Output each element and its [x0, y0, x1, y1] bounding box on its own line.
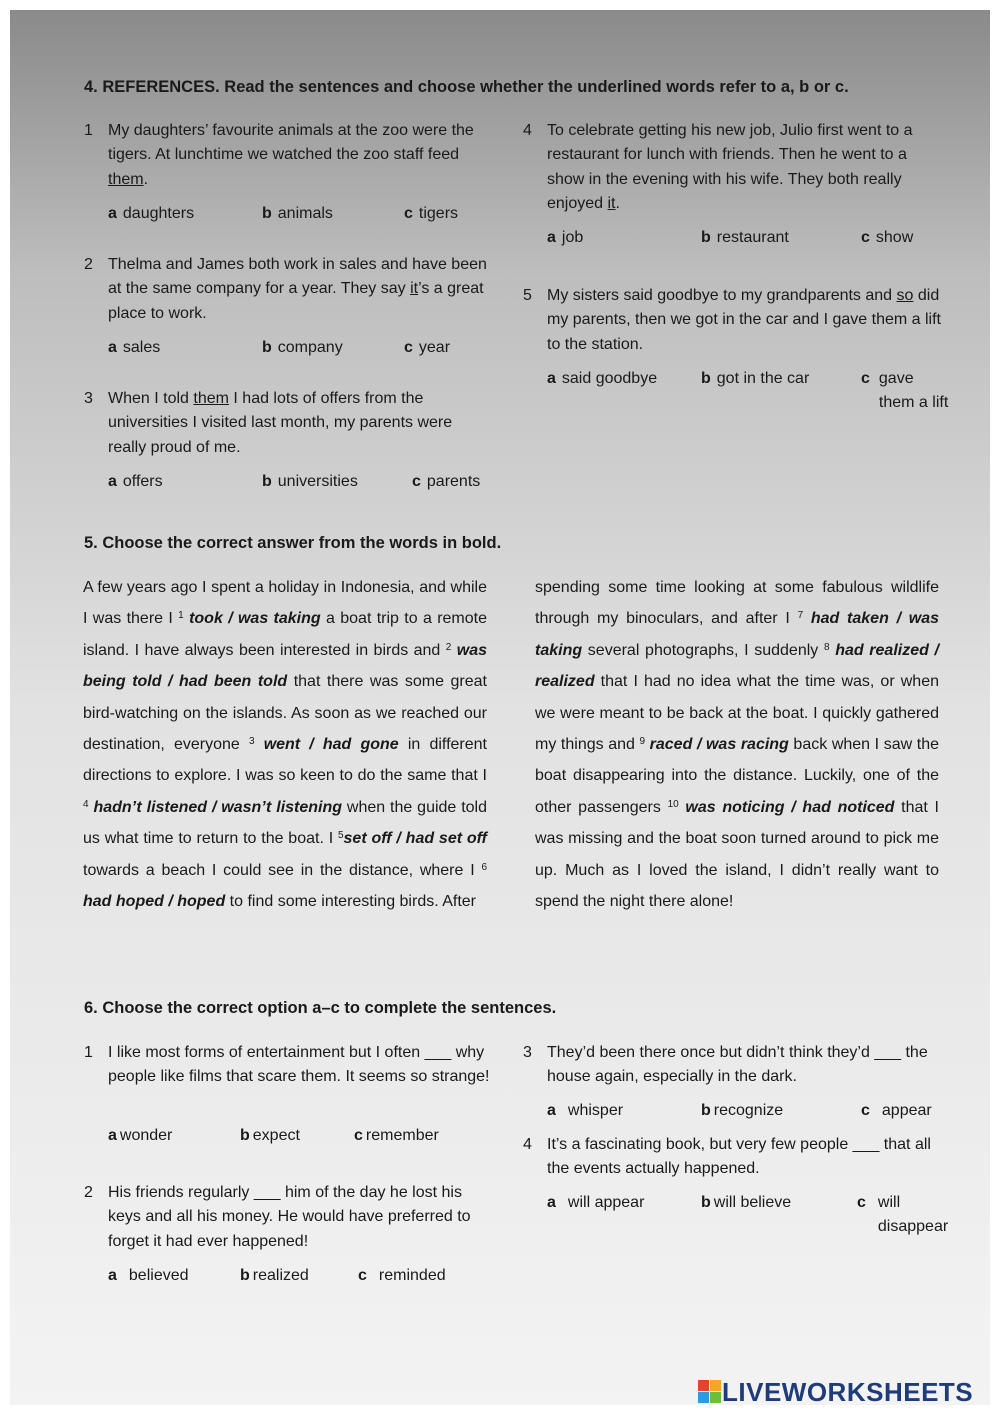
option-c[interactable]: c year: [404, 339, 451, 356]
option-b[interactable]: b restaurant: [701, 229, 789, 246]
question-number: 5: [523, 287, 532, 304]
question-number: 1: [84, 1044, 93, 1061]
option-a[interactable]: a sales: [108, 339, 161, 356]
ref-question-4: [523, 119, 943, 216]
option-c[interactable]: c appear: [861, 1102, 932, 1119]
underlined-reference: them: [108, 170, 144, 188]
gap-option-7[interactable]: had taken / was taking: [535, 610, 940, 659]
ref-question-1: [84, 119, 494, 192]
option-b[interactable]: b will believe: [701, 1194, 792, 1211]
gap-option-6[interactable]: had hoped / hoped: [83, 893, 226, 911]
option-a[interactable]: a daughters: [108, 205, 195, 222]
gap-number: 6: [481, 861, 487, 873]
logo-text: LIVEWORKSHEETS: [722, 1376, 974, 1407]
question-number: 2: [84, 256, 93, 273]
option-b[interactable]: b expect: [240, 1127, 300, 1144]
ref-question-2: [84, 253, 494, 326]
option-a[interactable]: a said goodbye: [547, 370, 658, 387]
gap-number: 4: [83, 798, 89, 810]
gap-number: 3: [248, 736, 255, 748]
option-c[interactable]: c show: [861, 229, 914, 246]
question-text: They’d been there once but didn’t think they’d ___ the house again, especially in the dark.: [547, 1044, 928, 1086]
question-text: When I told: [108, 390, 194, 407]
gap-option-10[interactable]: was noticing / had noticed: [685, 798, 895, 816]
option-b[interactable]: b realized: [240, 1267, 309, 1284]
gap-option-5[interactable]: set off / had set off: [343, 830, 487, 848]
question-text-end: I had lots of offers from the universities I visited last month, my parents were really proud of me.: [108, 390, 453, 456]
option-a[interactable]: a job: [547, 229, 584, 246]
question-number: 2: [84, 1184, 93, 1201]
question-text: His friends regularly ___ him of the day he lost his keys and all his money. He would have preferred to forget it had ever happened!: [108, 1184, 471, 1250]
option-b[interactable]: b got in the car: [701, 370, 810, 387]
option-b[interactable]: b animals: [262, 205, 333, 222]
question-number: 1: [84, 122, 93, 139]
question-number: 4: [523, 122, 532, 139]
question-text-end: .: [143, 170, 149, 188]
question-text: My daughters’ favourite animals at the zoo were the tigers. At lunchtime we watched the zoo staff feed: [108, 122, 474, 164]
question-number: 3: [523, 1044, 532, 1061]
question-text: I like most forms of entertainment but I often ___ why people like films that scare them. It seems so strange!: [108, 1044, 490, 1086]
option-c[interactable]: c parents: [412, 473, 481, 490]
choice-question-3: [523, 1041, 943, 1090]
gap-fill-paragraph-right: spending some time looking at some fabulous wildlife through my binoculars, and after I $^7$ had taken / was taking several photographs, I suddenly $^8$ had realized / realized that I had no idea what the time was, or when we were meant to be back at the boat. I quickly gathered my things and $^9$ raced / was racing back when I saw the boat disappearing into the distance. Luckily, one of the other passengers $^{10}$ was noticing / had noticed that I was missing and the boat soon turned around to pick me up. Much as I loved the island, I didn’t really want to spend the night there alone!: [535, 579, 940, 911]
choice-question-1: [84, 1041, 498, 1090]
option-b[interactable]: b company: [262, 339, 343, 356]
live-badge-icon: [698, 1380, 722, 1404]
gap-number: 1: [178, 610, 184, 622]
ref-question-5: [523, 284, 943, 357]
question-text: Thelma and James both work in sales and have been at the same company for a year. They say: [108, 256, 487, 298]
option-c[interactable]: c reminded: [358, 1267, 446, 1284]
underlined-reference: them: [193, 390, 229, 407]
question-text-end: .: [615, 194, 620, 212]
option-c[interactable]: c tigers: [404, 205, 459, 222]
gap-option-2[interactable]: was being told / had been told: [83, 641, 487, 691]
question-number: 3: [84, 390, 93, 407]
option-b[interactable]: b universities: [262, 473, 358, 490]
gap-number: 9: [639, 736, 646, 748]
underlined-reference: it: [607, 194, 616, 212]
liveworksheets-logo[interactable]: [698, 1378, 973, 1406]
ref-question-3: [84, 387, 494, 460]
gap-number: 2: [445, 641, 452, 653]
underlined-reference: it: [410, 280, 419, 298]
option-c[interactable]: c remember: [354, 1127, 439, 1144]
option-c[interactable]: c will disappear: [857, 1194, 949, 1235]
gap-option-3[interactable]: went / had gone: [263, 736, 399, 754]
option-a[interactable]: a believed: [108, 1267, 189, 1284]
question-text: To celebrate getting his new job, Julio first went to a restaurant for lunch with friends. Then he went to a show in the evening with his wife. They both really enjoyed: [547, 122, 913, 212]
option-c[interactable]: c gave them a lift: [861, 370, 949, 411]
gap-option-4[interactable]: hadn’t listened / wasn’t listening: [93, 798, 343, 816]
gap-number: 7: [797, 610, 804, 622]
option-a[interactable]: a whisper: [547, 1102, 624, 1119]
gap-number: 5: [337, 830, 344, 842]
choice-question-2: [84, 1181, 498, 1254]
choice-question-4: [523, 1133, 943, 1182]
gap-option-1[interactable]: took / was taking: [189, 610, 321, 628]
section-6-heading: 6. Choose the correct option a–c to complete the sentences.: [84, 999, 557, 1017]
option-a[interactable]: a offers: [108, 473, 163, 490]
option-a[interactable]: a wonder: [108, 1127, 173, 1144]
question-text: My sisters said goodbye to my grandparents and: [547, 287, 897, 304]
option-b[interactable]: b recognize: [701, 1102, 784, 1119]
question-text-end: did my parents, then we got in the car and I gave them a lift to the station.: [547, 287, 941, 353]
question-text-end: ’s a great place to work.: [108, 280, 484, 322]
option-a[interactable]: a will appear: [547, 1194, 645, 1211]
gap-number: 10: [667, 798, 679, 810]
worksheet-page: [10, 10, 990, 1405]
question-number: 4: [523, 1136, 532, 1153]
section-4-heading: 4. REFERENCES. Read the sentences and choose whether the underlined words refer to a, b or c.: [84, 78, 849, 96]
section-5-heading: 5. Choose the correct answer from the words in bold.: [84, 534, 502, 552]
underlined-reference: so: [896, 287, 914, 304]
gap-option-9[interactable]: raced / was racing: [649, 736, 789, 754]
question-text: It’s a fascinating book, but very few people ___ that all the events actually happened.: [547, 1136, 931, 1178]
gap-number: 8: [823, 641, 830, 653]
gap-option-8[interactable]: had realized / realized: [535, 641, 939, 691]
gap-fill-paragraph-left: A few years ago I spent a holiday in Indonesia, and while I was there I $^1$ took / was taking a boat trip to a remote island. I have always been interested in birds and $^2$ was being told / had been told that there was some great bird-watching on the islands. As soon as we reached our destination, everyone $^3$ went / had gone in different directions to explore. I was so keen to do the same that I $^4$ hadn’t listened / wasn’t listening when the guide told us what time to return to the boat. I $^5$set off / had set off towards a beach I could see in the distance, where I $^6$ had hoped / hoped to find some interesting birds. After: [83, 579, 488, 911]
